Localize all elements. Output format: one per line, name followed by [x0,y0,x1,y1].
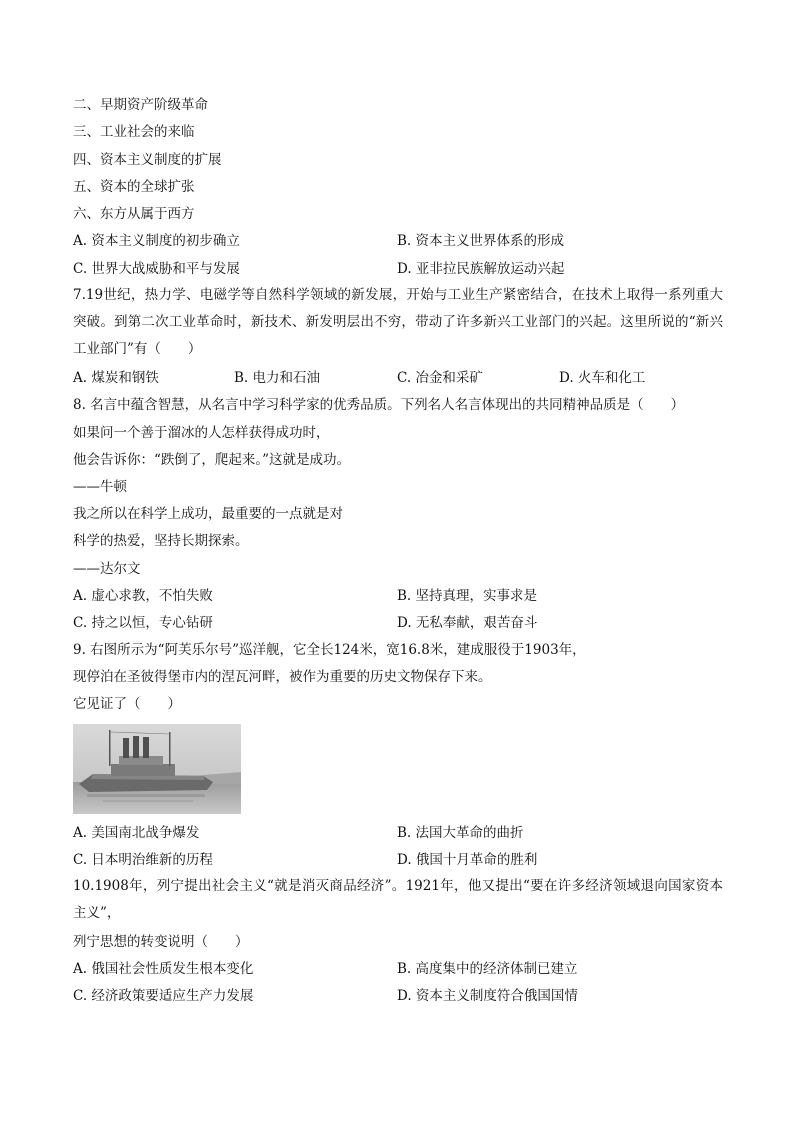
q9-option-b: B. 法国大革命的曲折 [397,825,524,841]
q9-option-a: A. 美国南北战争爆发 [73,825,200,841]
q9-stem: 现停泊在圣彼得堡市内的涅瓦河畔，被作为重要的历史文物保存下来。 [73,669,492,685]
q10-option-d: D. 资本主义制度符合俄国国情 [397,988,578,1004]
q6-option-d: D. 亚非拉民族解放运动兴起 [397,261,565,277]
q7-option-d: D. 火车和化工 [559,370,646,386]
q7-option-a: A. 煤炭和钢铁 [73,370,159,386]
q10-option-c: C. 经济政策要适应生产力发展 [73,988,254,1004]
section-item: 二、早期资产阶级革命 [73,97,208,113]
q8-quote-line: 我之所以在科学上成功，最重要的一点就是对 [73,506,343,522]
q6-option-a: A. 资本主义制度的初步确立 [73,233,240,249]
section-item: 五、资本的全球扩张 [73,179,195,195]
q8-quote-line: 他会告诉你：“跌倒了，爬起来。”这就是成功。 [73,452,351,468]
q7-option-b: B. 电力和石油 [234,370,321,386]
q9-stem: 9. 右图所示为“阿芙乐尔号”巡洋舰，它全长124米，宽16.8米，建成服役于1903年， [73,642,586,658]
q10-option-b: B. 高度集中的经济体制已建立 [397,961,578,977]
q8-quote-line: 如果问一个善于溜冰的人怎样获得成功时， [73,425,330,441]
q8-option-a: A. 虚心求教，不怕失败 [73,588,213,604]
q8-option-c: C. 持之以恒，专心钻研 [73,615,213,631]
q7-option-c: C. 冶金和采矿 [397,370,483,386]
q6-option-c: C. 世界大战威胁和平与发展 [73,261,240,277]
section-item: 六、东方从属于西方 [73,206,195,222]
q7-stem: 7.19世纪，热力学、电磁学等自然科学领域的新发展，开始与工业生产紧密结合，在技术上取得一系列重大突破。到第二次工业革命时，新技术、新发明层出不穷，带动了许多新兴工业部门的兴起。这里所说的“新兴工业部门”有（ ） [73,287,723,357]
section-item: 三、工业社会的来临 [73,124,195,140]
q8-quote-author: ——牛顿 [73,479,127,495]
q8-quote-author: ——达尔文 [73,561,141,577]
q9-option-d: D. 俄国十月革命的胜利 [397,852,538,868]
q6-option-b: B. 资本主义世界体系的形成 [397,233,565,249]
q10-stem: 10.1908年，列宁提出社会主义“就是消灭商品经济”。1921年，他又提出“要在许多经济领域退向国家资本主义”， [73,878,723,921]
q8-option-d: D. 无私奉献，艰苦奋斗 [397,615,538,631]
q10-option-a: A. 俄国社会性质发生根本变化 [73,961,254,977]
q10-stem: 列宁思想的转变说明（ ） [73,934,249,950]
q8-stem: 8. 名言中蕴含智慧，从名言中学习科学家的优秀品质。下列名人名言体现出的共同精神品质是（ ） [73,397,685,413]
q9-option-c: C. 日本明治维新的历程 [73,852,213,868]
q9-stem: 它见证了（ ） [73,696,181,712]
section-item: 四、资本主义制度的扩展 [73,152,222,168]
cruiser-aurora-photo [73,724,241,814]
q8-quote-line: 科学的热爱，坚持长期探索。 [73,533,249,549]
q8-option-b: B. 坚持真理，实事求是 [397,588,538,604]
